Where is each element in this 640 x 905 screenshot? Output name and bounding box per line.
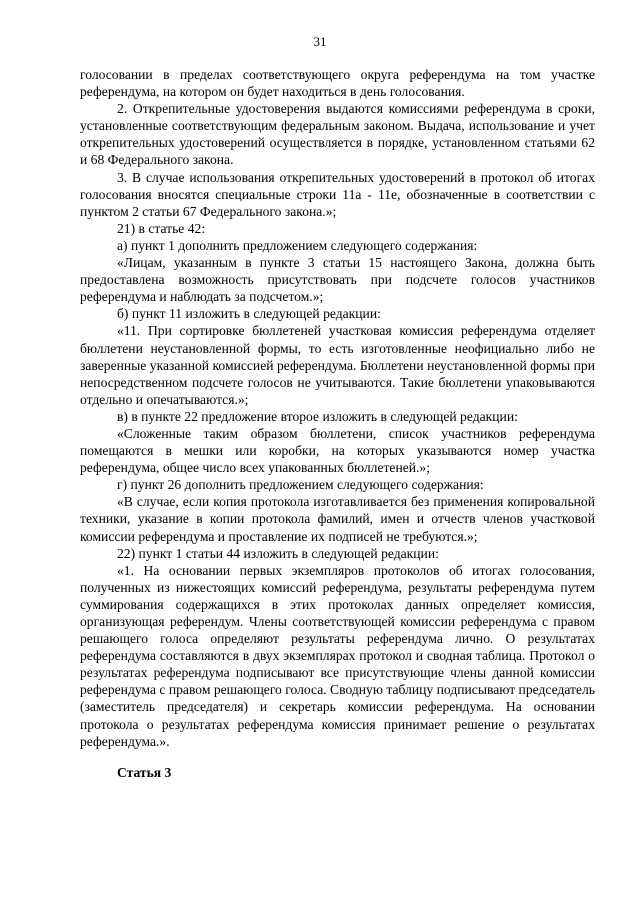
- paragraph-continuation: голосовании в пределах соответствующего округа референдума на том участке референдума, на котором он будет находиться в день голосования.: [80, 67, 595, 100]
- paragraph-amendment-22: 22) пункт 1 статьи 44 изложить в следующей редакции:: [117, 545, 439, 561]
- paragraph-quote-b: «11. При сортировке бюллетеней участковая комиссия референдума отделяет бюллетени неустановленной формы, то есть изготовленные неофициально либо не заверенные указанной комиссией референдума. Бюллетени неустановленной формы при непосредственном подсчете голосов не учитываются. Такие бюллетени упаковываются отдельно и опечатываются.»;: [80, 323, 595, 407]
- paragraph-item-2: 2. Открепительные удостоверения выдаются комиссиями референдума в сроки, установленные соответствующим федеральным законом. Выдача, использование и учет открепительных удостоверений осуществляется в порядке, установленном статьями 62 и 68 Федерального закона.: [80, 101, 595, 168]
- paragraph-quote-g: «В случае, если копия протокола изготавливается без применения копировальной техники, указание в копии протокола фамилий, имен и отчеств членов участковой комиссии референдума и проставление их подписей не требуются.»;: [80, 494, 595, 544]
- paragraph-subitem-a: а) пункт 1 дополнить предложением следующего содержания:: [117, 237, 478, 253]
- paragraph-quote-v: «Сложенные таким образом бюллетени, список участников референдума помещаются в мешки или коробки, на которых указываются номер участка референдума, общее число всех упакованных бюллетеней.»;: [80, 425, 595, 476]
- paragraph-quote-22: «1. На основании первых экземпляров протоколов об итогах голосования, полученных из нижестоящих комиссий референдума, результаты референдума путем суммирования содержащихся в этих протоколах данных определяет комиссия, организующая референдум. Члены соответствующей комиссии референдума с правом решающего голоса определяют результаты референдума лично. О результатах референдума составляются в двух экземплярах протокол и сводная таблица. Протокол о результатах референдума подписывают все присутствующие члены данной комиссии референдума с правом решающего голоса. Сводную таблицу подписывают председатель (заместитель председателя) и секретарь комиссии референдума. На основании протокола о результатах референдума комиссия принимает решение о результатах референдума.».: [80, 562, 595, 749]
- article-heading: Статья 3: [117, 764, 172, 780]
- paragraph-subitem-b: б) пункт 11 изложить в следующей редакции:: [117, 306, 381, 322]
- document-body: [80, 66, 595, 781]
- paragraph-item-3: 3. В случае использования открепительных удостоверений в протокол об итогах голосования вносятся специальные строки 11а - 11е, обозначенные в соответствии с пунктом 2 статьи 67 Федерального закона.»;: [80, 169, 595, 219]
- paragraph-subitem-v: в) в пункте 22 предложение второе изложить в следующей редакции:: [117, 408, 518, 424]
- paragraph-quote-a: «Лицам, указанным в пункте 3 статьи 15 настоящего Закона, должна быть предоставлена возможность присутствовать при подсчете голосов участников референдума и наблюдать за подсчетом.»;: [80, 255, 595, 305]
- page-number: 31: [313, 34, 327, 49]
- paragraph-subitem-g: г) пункт 26 дополнить предложением следующего содержания:: [117, 477, 484, 493]
- paragraph-amendment-21: 21) в статье 42:: [117, 220, 206, 236]
